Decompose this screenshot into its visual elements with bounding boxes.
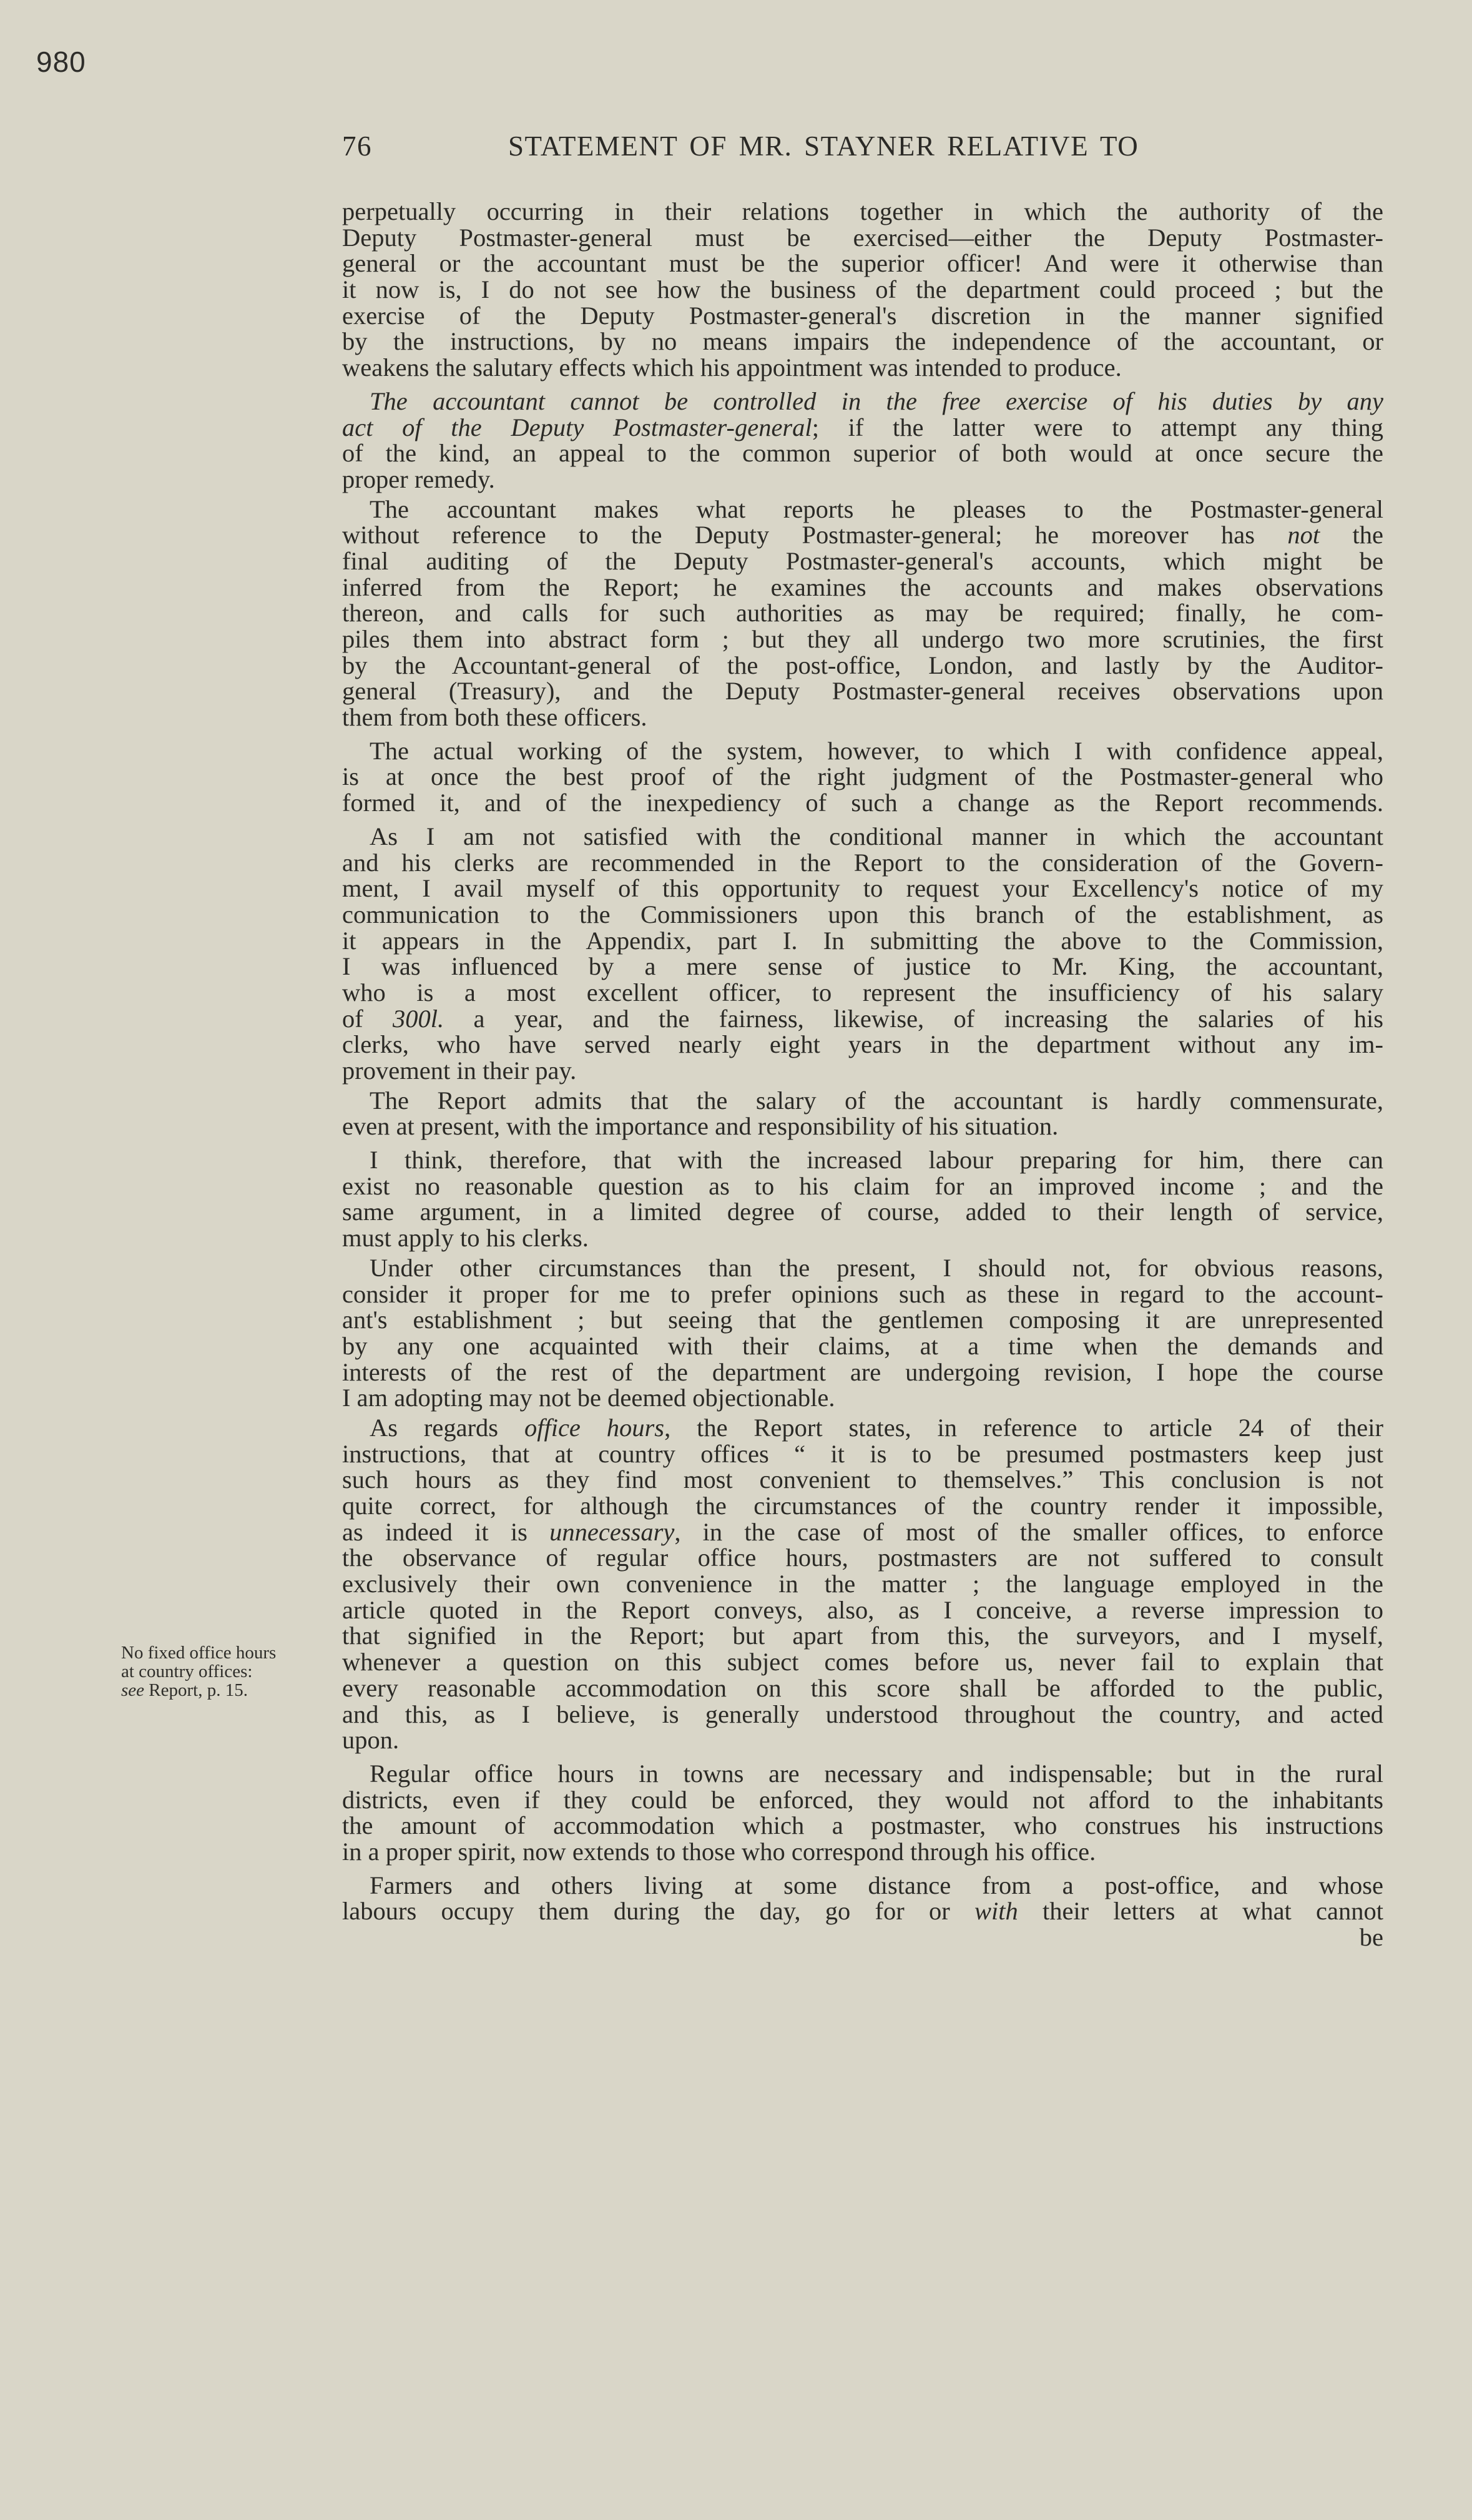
text-line: same argument, in a limited degree of course, added to their length of service, bbox=[342, 1198, 1383, 1226]
text-line: the observance of regular office hours, postmasters are not suffered to consult bbox=[342, 1543, 1383, 1572]
text-line: The Report admits that the salary of the accountant is hardly commensurate, bbox=[370, 1086, 1383, 1115]
text-line: provement in their pay. bbox=[342, 1056, 577, 1085]
text-line: who is a most excellent officer, to represent the insufficiency of his salary bbox=[342, 978, 1383, 1007]
text-line: by the Accountant-general of the post-office, London, and lastly by the Auditor- bbox=[342, 651, 1383, 679]
italic-run: act of the Deputy Postmaster-general bbox=[342, 413, 812, 441]
text-line: by the instructions, by no means impairs the independence of the accountant, or bbox=[342, 327, 1383, 356]
text-line: exclusively their own convenience in the matter ; the language employed in the bbox=[342, 1570, 1383, 1598]
text-line: whenever a question on this subject comes before us, never fail to explain that bbox=[342, 1648, 1383, 1676]
header-title: STATEMENT OF MR. STAYNER RELATIVE TO bbox=[508, 130, 1139, 162]
italic-run: 300l. bbox=[393, 1004, 444, 1033]
text-line: interests of the rest of the department are undergoing revision, I hope the course bbox=[342, 1357, 1383, 1386]
text-line: districts, even if they could be enforced, they would not afford to the inhabitants bbox=[342, 1785, 1383, 1814]
italic-run: unnecessary bbox=[549, 1517, 675, 1546]
text-line: the amount of accommodation which a postmaster, who construes his instructions bbox=[342, 1811, 1383, 1840]
text-line: it now is, I do not see how the business of the department could proceed ; but the bbox=[342, 275, 1383, 304]
header-page-number: 76 bbox=[342, 130, 372, 162]
text-line: consider it proper for me to prefer opinions such as these in regard to the account- bbox=[342, 1279, 1383, 1308]
text-line: ment, I avail myself of this opportunity to request your Excellency's notice of my bbox=[342, 874, 1383, 903]
margin-note-line: see Report, p. 15. bbox=[121, 1680, 248, 1700]
text-line: proper remedy. bbox=[342, 465, 495, 493]
running-header bbox=[342, 130, 1383, 167]
text-line: without reference to the Deputy Postmaster-general; he moreover has not the bbox=[342, 521, 1383, 549]
text-line: communication to the Commissioners upon this branch of the establishment, as bbox=[342, 900, 1383, 928]
text-line: ant's establishment ; but seeing that the gentlemen composing it are unrepresented bbox=[342, 1306, 1383, 1334]
text-line: act of the Deputy Postmaster-general; if the latter were to attempt any thing bbox=[342, 413, 1383, 441]
text-line: Under other circumstances than the present, I should not, for obvious reasons, bbox=[370, 1253, 1383, 1282]
text-line: clerks, who have served nearly eight years in the department without any im- bbox=[342, 1030, 1383, 1059]
text-line: in a proper spirit, now extends to those who correspond through his office. bbox=[342, 1837, 1096, 1866]
text-line: of the kind, an appeal to the common superior of both would at once secure the bbox=[342, 439, 1383, 468]
text-line: them from both these officers. bbox=[342, 703, 647, 732]
text-line: piles them into abstract form ; but they all undergo two more scrutinies, the first bbox=[342, 625, 1383, 653]
text-line: it appears in the Appendix, part I. In submitting the above to the Commission, bbox=[342, 926, 1383, 955]
text-line: such hours as they find most convenient to themselves.” This conclusion is not bbox=[342, 1465, 1383, 1494]
text-line: Deputy Postmaster-general must be exercised—either the Deputy Postmaster- bbox=[342, 223, 1383, 252]
text-line: Farmers and others living at some distance from a post-office, and whose bbox=[370, 1871, 1383, 1899]
text-line: that signified in the Report; but apart from this, the surveyors, and I myself, bbox=[342, 1622, 1383, 1650]
text-line: perpetually occurring in their relations together in which the authority of the bbox=[342, 197, 1383, 225]
text-line: The accountant cannot be controlled in the free exercise of his duties by any bbox=[370, 386, 1383, 415]
italic-run: not bbox=[1287, 521, 1320, 549]
text-line: even at present, with the importance and responsibility of his situation. bbox=[342, 1112, 1059, 1141]
margin-note bbox=[121, 1643, 333, 1700]
text-line: final auditing of the Deputy Postmaster-general's accounts, which might be bbox=[342, 546, 1383, 575]
text-line: thereon, and calls for such authorities as may be required; finally, he com- bbox=[342, 599, 1383, 628]
italic-run: office hours bbox=[524, 1413, 665, 1442]
folio-number: 980 bbox=[36, 46, 86, 78]
text-line: formed it, and of the inexpediency of such a change as the Report recommends. bbox=[342, 789, 1383, 817]
text-line: exist no reasonable question as to his claim for an improved income ; and the bbox=[342, 1171, 1383, 1200]
text-line: I was influenced by a mere sense of justice to Mr. King, the accountant, bbox=[342, 952, 1383, 981]
text-line: of 300l. a year, and the fairness, likewise, of increasing the salaries of his bbox=[342, 1004, 1383, 1033]
text-line: The actual working of the system, however, to which I with confidence appeal, bbox=[370, 736, 1383, 765]
text-line: every reasonable accommodation on this score shall be afforded to the public, bbox=[342, 1673, 1383, 1702]
text-line: article quoted in the Report conveys, also, as I conceive, a reverse impression to bbox=[342, 1595, 1383, 1624]
margin-note-line: No fixed office hours bbox=[121, 1643, 277, 1663]
text-line: inferred from the Report; he examines the accounts and makes observations bbox=[342, 573, 1383, 601]
text-line: and this, as I believe, is generally understood throughout the country, and acted bbox=[342, 1700, 1383, 1728]
text-line: general (Treasury), and the Deputy Postmaster-general receives observations upon bbox=[342, 677, 1383, 706]
text-line: As I am not satisfied with the conditional manner in which the accountant bbox=[370, 822, 1383, 850]
text-line: As regards office hours, the Report states, in reference to article 24 of their bbox=[370, 1413, 1383, 1442]
text-line: by any one acquainted with their claims, at a time when the demands and bbox=[342, 1331, 1383, 1360]
text-line: labours occupy them during the day, go for or with their letters at what cannot bbox=[342, 1897, 1383, 1926]
text-line: weakens the salutary effects which his appointment was intended to produce. bbox=[342, 353, 1122, 382]
italic-run: with bbox=[974, 1897, 1018, 1926]
text-line: The accountant makes what reports he pleases to the Postmaster-general bbox=[370, 495, 1383, 523]
text-line: as indeed it is unnecessary, in the case of most of the smaller offices, to enforce bbox=[342, 1517, 1384, 1546]
text-line: Regular office hours in towns are necessary and indispensable; but in the rural bbox=[370, 1759, 1383, 1788]
body-text bbox=[342, 199, 1383, 1951]
text-line: quite correct, for although the circumstances of the country render it impossible, bbox=[342, 1492, 1383, 1520]
text-line: exercise of the Deputy Postmaster-general's discretion in the manner signified bbox=[342, 301, 1383, 330]
text-line: must apply to his clerks. bbox=[342, 1224, 589, 1253]
catchword: be bbox=[1359, 1923, 1383, 1951]
text-line: general or the accountant must be the superior officer! And were it otherwise than bbox=[342, 249, 1383, 278]
margin-note-line: at country offices: bbox=[121, 1661, 253, 1681]
italic-run: see bbox=[121, 1680, 145, 1700]
text-line: I am adopting may not be deemed objectionable. bbox=[342, 1384, 835, 1412]
text-line: instructions, that at country offices “ it is to be presumed postmasters keep just bbox=[342, 1439, 1383, 1468]
text-line: and his clerks are recommended in the Report to the consideration of the Govern- bbox=[342, 848, 1383, 877]
text-line: upon. bbox=[342, 1726, 400, 1755]
text-line: is at once the best proof of the right judgment of the Postmaster-general who bbox=[342, 762, 1383, 791]
text-line: I think, therefore, that with the increased labour preparing for him, there can bbox=[370, 1146, 1383, 1174]
